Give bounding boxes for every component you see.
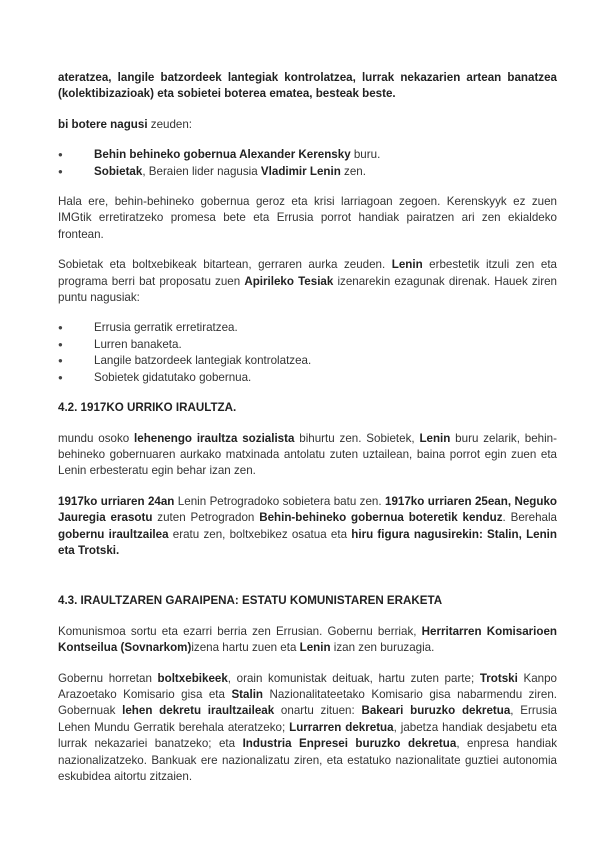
list-item [58, 164, 557, 180]
text: zeuden: [147, 117, 193, 131]
text: bihurtu zen. Sobietek, [294, 431, 420, 445]
bold-text: Behin behineko gobernua Alexander Kerensky [94, 148, 351, 162]
bold-text: Industria Enpresei buruzko dekretua [242, 737, 457, 751]
list-item: ● Langile batzordeek lantegiak kontrolatzea. [58, 353, 557, 369]
text: Sobietak eta boltxebikeak bitartean, gerraren aurka zeuden. [58, 258, 392, 272]
text: , Beraien lider nagusia [142, 164, 261, 178]
bold-text: boltxebikeek [157, 671, 228, 685]
bold-text: Bakeari buruzko dekretua [361, 704, 511, 718]
bold-text: Lurrarren dekretua [289, 720, 394, 734]
bold-text: Herritarren Komisarioen Kontseilua (Sovnarkom) [58, 624, 557, 655]
text: mundu osoko [58, 431, 135, 445]
list-item: ● Errusia gerratik erretiratzea. [58, 320, 557, 336]
paragraph-october-events [58, 494, 557, 560]
bold-text: gobernu iraultzailea [58, 527, 169, 541]
list-item [58, 147, 557, 163]
text: Komunismoa sortu eta ezarri berria zen Errusian. Gobernu berriak, [58, 624, 422, 638]
bold-text: Behin-behineko gobernua boteretik kenduz [259, 511, 503, 525]
text: Kanpo Arazoetako Komisario gisa eta [58, 671, 557, 701]
text: . Berehala [502, 511, 557, 525]
text: , enpresa handiak nazionalizatzeko. Bankuak ere nazionalizatu ziren, eta estatuko nazionalitate guztiei autonomia eskubidea aitortu zitzaien. [58, 737, 557, 783]
bold-text: Sobietak [94, 164, 143, 178]
text: , Errusia Lehen Mundu Gerratik berehala ateratzeko; [58, 704, 557, 734]
text: zuten Petrogradon [152, 511, 260, 525]
bold-text: 1917ko urriaren 24an [58, 494, 175, 508]
bold-text: Lenin [419, 431, 451, 445]
bold-text: Apirileko Tesiak [244, 274, 334, 288]
bold-text: lehenengo iraultza sozialista [134, 431, 295, 445]
text: , jabetza handiak desjabetu eta lurrak nekazariei banatzeko; eta [58, 720, 557, 751]
section-heading-communist-state: 4.3. IRAULTZAREN GARAIPENA: ESTATU KOMUNISTAREN ERAKETA [58, 594, 443, 608]
bold-text: Lenin [299, 641, 331, 655]
text: buru zelarik, behin-behineko gobernuaren aurkako matxinada antolatu zuten uztailean, baina porrot egin zuen eta Lenin erbesteratu egin behar izan zen. [58, 431, 557, 478]
paragraph-two-powers [58, 117, 557, 133]
text: eratu zen, boltxebikez osatua eta [168, 527, 352, 541]
text: izan zen buruzagia. [330, 641, 435, 655]
bold-text: Vladimir Lenin [260, 164, 341, 178]
text: erbestetik itzuli zen eta programa berri bat proposatu zuen [58, 258, 557, 288]
text: onartu zituen: [274, 704, 362, 718]
spacer [58, 573, 557, 593]
bold-text: hiru figura nagusirekin: Stalin, Lenin eta Trotski. [58, 527, 557, 557]
bold-text: ateratzea, langile batzordeek lantegiak kontrolatzea, lurrak nekazarien artean banatzea (kolektibizazioak) eta sobietei boterea ematea, besteak beste. [58, 71, 557, 101]
paragraph-sovnarkom [58, 624, 557, 657]
paragraph-crisis [58, 194, 557, 243]
section-heading-october-revolution: 4.2. 1917KO URRIKO IRAULTZA. [58, 401, 237, 415]
bold-text: 1917ko urriaren 25ean, Neguko Jauregia erasotu [58, 494, 557, 525]
paragraph-demands [58, 70, 557, 103]
text: , orain komunistak deituak, hartu zuten parte; [227, 671, 480, 685]
text: Nazionalitateetako Komisario gisa nabarmendu ziren. Gobernuak [58, 687, 557, 718]
powers-list [58, 147, 557, 180]
list-item: ● Lurren banaketa. [58, 337, 557, 353]
paragraph-decrees [58, 671, 557, 786]
text: izena hartu zuen eta [191, 641, 300, 655]
paragraph-april-theses [58, 257, 557, 306]
text: Gobernu horretan [58, 671, 158, 685]
text: Hala ere, behin-behineko gobernua geroz eta krisi larriagoan zegoen. Kerenskyyk ez zuen IMGtik erretiratzeko promesa bete eta Errusia porrot handiak pairatzen ari zen ekialdeko frontean. [58, 195, 557, 241]
bold-text: bi botere nagusi [58, 117, 148, 131]
text: zen. [340, 164, 366, 178]
bold-text: Stalin [231, 687, 264, 701]
bold-text: lehen dekretu iraultzaileak [122, 704, 275, 718]
text: izenarekin ezagunak direnak. Hauek ziren puntu nagusiak: [58, 274, 558, 305]
bold-text: Trotski [479, 671, 518, 685]
text: buru. [350, 148, 381, 162]
bold-text: Lenin [391, 258, 423, 272]
theses-list [58, 320, 557, 386]
text: Lenin Petrogradoko sobietera batu zen. [174, 494, 385, 508]
list-item: ● Sobietek gidatutako gobernua. [58, 370, 557, 386]
paragraph-first-socialist [58, 431, 557, 480]
